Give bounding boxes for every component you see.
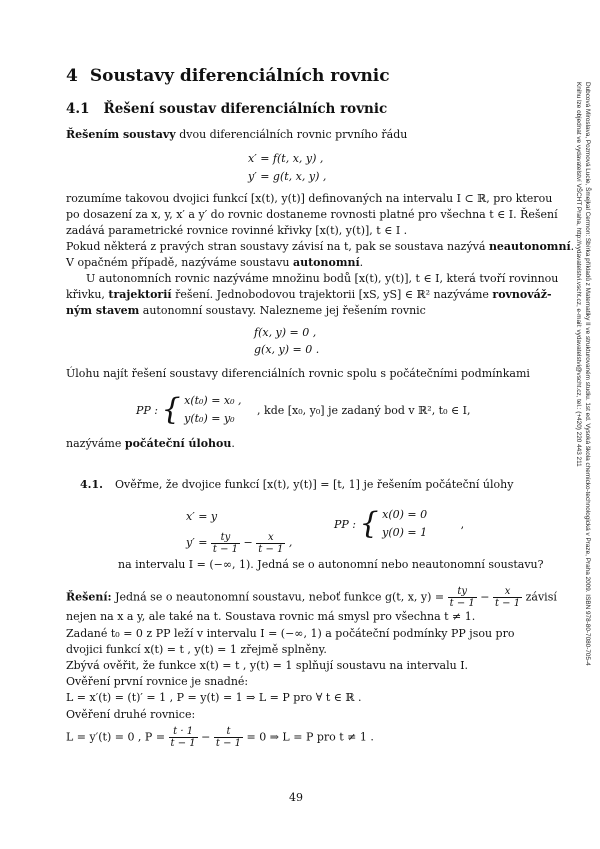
fraction-ty — [211, 532, 240, 555]
para2-l2a: křivku, — [66, 288, 109, 301]
citation-line-2: Knihu lze objednat ve vydavatelství VŠCHT Praha, http://vydavatelstvi.vscht.cz, e-mail: vydavatelstvi@vscht.cz, tel.: (+420) 220 443 211 — [575, 82, 582, 467]
conditions-block — [184, 392, 241, 428]
para1-line5 — [66, 256, 363, 271]
example-brace-icon: { — [359, 506, 379, 541]
chapter-title: Soustavy diferenciálních rovnic — [89, 66, 390, 86]
term-rovnovazny-1: rovnováž- — [492, 288, 552, 301]
citation-sidenote — [574, 82, 592, 762]
fraction-x-den: t − 1 — [258, 543, 284, 555]
example-header — [80, 478, 513, 493]
fraction-t-den: t − 1 — [215, 738, 242, 749]
fraction-t1-den: t − 1 — [170, 738, 196, 749]
solution-fraction-x — [493, 586, 522, 609]
para2-line2 — [66, 288, 552, 303]
example-text: Ověřme, že dvojice funkcí [x(t), y(t)] = [t, 1] je řešením počáteční úlohy — [114, 478, 514, 491]
chapter-heading — [66, 66, 390, 86]
para3-l3c: . — [231, 437, 235, 450]
para2-line1: U autonomních rovnic nazýváme množinu bodů [x(t), y(t)], t ∈ I, která tvoří rovinnou — [86, 272, 559, 285]
condition-1: x(t₀) = x₀ , — [184, 394, 242, 407]
solution-fraction-ty-num: ty — [448, 586, 477, 598]
page-number: 49 — [289, 791, 303, 804]
solution-l9b: = 0 ⇒ L = P pro t ≠ 1 . — [243, 730, 374, 744]
para3-line3 — [66, 437, 235, 452]
term-rovnovazny-2: ným stavem — [66, 304, 140, 317]
brace-icon: { — [161, 392, 181, 427]
term-pocatecni-uloha: počáteční úlohou — [124, 437, 232, 450]
fraction-t-num: t — [214, 726, 243, 738]
example-system — [186, 504, 292, 556]
solution-l1b: závisí — [522, 590, 557, 604]
example-comma: , — [460, 517, 465, 531]
section-number: 4.1 — [66, 101, 90, 117]
conditions-tail: , kde [x₀, y₀] je zadaný bod v ℝ², t₀ ∈ I, — [257, 403, 471, 417]
solution-line8: Ověření druhé rovnice: — [66, 708, 196, 721]
solution-fraction-ty — [448, 586, 477, 609]
solution-fraction-x-den: t − 1 — [494, 598, 521, 609]
section-title: Řešení soustav diferenciálních rovnic — [103, 101, 388, 117]
condition-2: y(t₀) = y₀ — [184, 412, 235, 425]
example-eq-2-end: , — [285, 536, 293, 549]
solution-line5: Zbývá ověřit, že funkce x(t) = t , y(t) = 1 splňují soustavu na intervalu I. — [66, 659, 469, 672]
para3-l3a: nazýváme — [66, 437, 125, 450]
example-condition-1: x(0) = 0 — [382, 508, 428, 521]
intro-rest: dvou diferenciálních rovnic prvního řádu — [175, 128, 408, 141]
para1-l4a: Pokud některá z pravých stran soustavy závisí na t, pak se soustava nazývá — [66, 240, 489, 253]
solution-line6: Ověření první rovnice je snadné: — [66, 675, 249, 688]
equilibrium-eq-2: g(x, y) = 0 . — [254, 343, 320, 356]
solution-line1 — [66, 586, 557, 609]
intro-bold: Řešením soustavy — [66, 128, 176, 141]
term-trajektorii: trajektorií — [108, 288, 172, 301]
chapter-number: 4 — [66, 66, 78, 86]
para2-line3 — [66, 304, 426, 319]
fraction-x — [256, 532, 285, 555]
system-eq-2: y′ = g(t, x, y) , — [248, 170, 327, 183]
fraction-t1-num: t · 1 — [169, 726, 198, 738]
initial-conditions — [136, 392, 471, 428]
example-number: 4.1. — [80, 478, 103, 491]
example-pp-label: PP : — [334, 517, 357, 531]
solution-line3: Zadané t₀ = 0 z PP leží v intervalu I = (−∞, 1) a počáteční podmínky PP jsou pro — [66, 627, 515, 640]
para2-l3b: autonomní soustavy. Nalezneme jej řešením rovnic — [139, 304, 426, 317]
system-eq-1: x′ = f(t, x, y) , — [248, 152, 324, 165]
fraction-t1 — [169, 726, 198, 749]
para1-line1: rozumíme takovou dvojici funkcí [x(t), y(t)] definovaných na intervalu I ⊂ ℝ, pro kterou — [66, 192, 553, 205]
citation-line-1: Dubcová Miroslava, Pozmová Lucie, Šmejkal Cermon: Sbírka příkladů z Matematiky II ve strukturovaném studiu. 1st ed. Vysoká škola chemicko-technologická v Praze, Praha 2009. ISBN 978-80-7080-705-4 — [584, 82, 591, 666]
solution-fraction-x-num: x — [493, 586, 522, 598]
para2-l2c: řešení. Jednobodovou trajektorii [xS, yS] ∈ ℝ² nazýváme — [171, 288, 493, 301]
para1-l5a: V opačném případě, nazýváme soustavu — [66, 256, 293, 269]
example-eq-2 — [186, 530, 292, 556]
pp-label: PP : — [136, 403, 159, 417]
para1-l5c: . — [359, 256, 364, 269]
fraction-ty-num: ty — [211, 532, 240, 544]
solution-l9-minus: − — [197, 730, 214, 744]
term-autonomni: autonomní — [292, 256, 360, 269]
term-neautonomni: neautonomní — [488, 240, 571, 253]
solution-line7: L = x′(t) = (t)′ = 1 , P = y(t) = 1 ⇒ L = P pro ∀ t ∈ ℝ . — [66, 691, 362, 704]
minus-sign: − — [240, 536, 257, 549]
fraction-ty-den: t − 1 — [212, 543, 239, 555]
solution-minus: − — [476, 590, 493, 604]
example-condition-2: y(0) = 1 — [382, 526, 428, 539]
para1-line3: zadává parametrické rovnice rovinné křivky [x(t), y(t)], t ∈ I . — [66, 224, 408, 237]
equilibrium-eq-1: f(x, y) = 0 , — [254, 326, 317, 339]
solution-line9 — [66, 726, 374, 749]
solution-l1a: Jedná se o neautonomní soustavu, neboť funkce g(t, x, y) = — [111, 590, 448, 604]
solution-l9a: L = y′(t) = 0 , P = — [66, 730, 169, 744]
example-initial-conditions — [334, 506, 464, 542]
example-conditions — [382, 506, 427, 542]
solution-line2: nejen na x a y, ale také na t. Soustava rovnic má smysl pro všechna t ≠ 1. — [66, 610, 476, 623]
intro-line — [66, 128, 407, 143]
solution-fraction-ty-den: t − 1 — [449, 598, 475, 609]
para1-line2: po dosazení za x, y, x′ a y′ do rovnic dostaneme rovnosti platné pro všechna t ∈ I. Řešení — [66, 208, 558, 221]
para1-line4 — [66, 240, 574, 255]
solution-line4: dvojici funkcí x(t) = t , y(t) = 1 zřejmě splněny. — [66, 643, 327, 656]
section-heading — [66, 101, 387, 117]
fraction-t — [214, 726, 243, 749]
example-eq-2-lhs: y′ = — [186, 536, 211, 549]
para3-line1: Úlohu najít řešení soustavy diferenciálních rovnic spolu s počátečními podmínkami — [66, 367, 530, 380]
para1-l4c: . — [570, 240, 575, 253]
solution-label: Řešení: — [66, 590, 112, 604]
example-question: na intervalu I = (−∞, 1). Jedná se o autonomní nebo neautonomní soustavu? — [118, 558, 544, 571]
fraction-x-num: x — [256, 532, 285, 544]
example-eq-1: x′ = y — [186, 510, 218, 523]
